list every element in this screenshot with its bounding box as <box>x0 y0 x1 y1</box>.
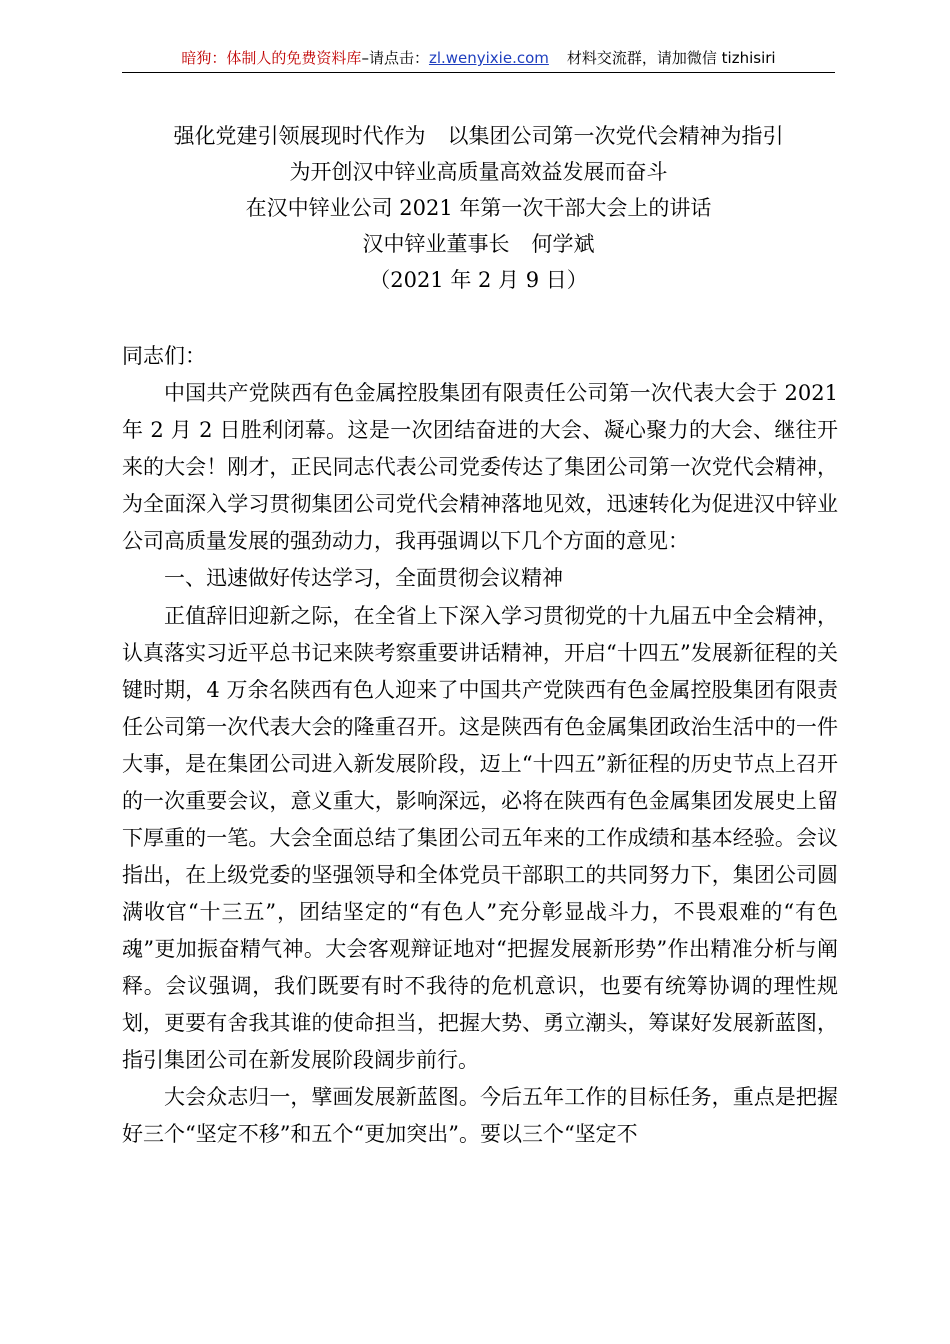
page-header <box>122 44 835 73</box>
title-line-2: 为开创汉中锌业高质量高效益发展而奋斗 <box>289 160 668 184</box>
speaker-name: 何学斌 <box>531 232 595 256</box>
speaker-line <box>122 226 835 262</box>
document-title-block <box>122 118 835 298</box>
title-line-1 <box>122 118 835 154</box>
title-subtitle: 以集团公司第一次党代会精神为指引 <box>447 124 784 148</box>
paragraph-2: 正值辞旧迎新之际，在全省上下深入学习贯彻党的十九届五中全会精神，认真落实习近平总书记来陕考察重要讲话精神，开启“十四五”发展新征程的关键时期，4 万余名陕西有色人迎来了中国共产党陕西有色金属控股集团有限责任公司第一次代表大会的隆重召开。这是陕西有色金属集团政治生活中的一件大事，是在集团公司进入新发展阶段，迈上“十四五”新征程的历史节点上召开的一次重要会议，意义重大，影响深远，必将在陕西有色金属集团发展史上留下厚重的一笔。大会全面总结了集团公司五年来的工作成绩和基本经验。会议指出，在上级党委的坚强领导和全体党员干部职工的共同努力下，集团公司圆满收官“十三五”，团结坚定的“有色人”充分彰显战斗力，不畏艰难的“有色魂”更加振奋精气神。大会客观辩证地对“把握发展新形势”作出精准分析与阐释。会议强调，我们既要有时不我待的危机意识，也要有统筹协调的理性规划，更要有舍我其谁的使命担当，把握大势、勇立潮头，筹谋好发展新蓝图，指引集团公司在新发展阶段阔步前行。 <box>122 604 838 1072</box>
header-link[interactable]: zl.wenyixie.com <box>428 49 549 67</box>
section-heading-1: 一、迅速做好传达学习，全面贯彻会议精神 <box>164 566 563 590</box>
title-line-3: 在汉中锌业公司 2021 年第一次干部大会上的讲话 <box>245 196 712 220</box>
salutation: 同志们： <box>122 344 206 368</box>
speaker-role: 汉中锌业董事长 <box>362 232 510 256</box>
header-prompt: –请点击： <box>361 49 429 67</box>
speech-date: （2021 年 2 月 9 日） <box>369 268 588 292</box>
document-body <box>122 338 838 1153</box>
header-contact: 材料交流群，请加微信 tizhisiri <box>566 49 776 67</box>
title-main: 强化党建引领展现时代作为 <box>173 124 426 148</box>
header-brand: 暗狗：体制人的免费资料库 <box>181 49 362 67</box>
paragraph-3: 大会众志归一，擘画发展新蓝图。今后五年工作的目标任务，重点是把握好三个“坚定不移”和五个“更加突出”。要以三个“坚定不 <box>122 1085 838 1146</box>
paragraph-1: 中国共产党陕西有色金属控股集团有限责任公司第一次代表大会于 2021 年 2 月 2 日胜利闭幕。这是一次团结奋进的大会、凝心聚力的大会、继往开来的大会！刚才，正民同志代表公司党委传达了集团公司第一次党代会精神，为全面深入学习贯彻集团公司党代会精神落地见效，迅速转化为促进汉中锌业公司高质量发展的强劲动力，我再强调以下几个方面的意见： <box>122 381 838 553</box>
